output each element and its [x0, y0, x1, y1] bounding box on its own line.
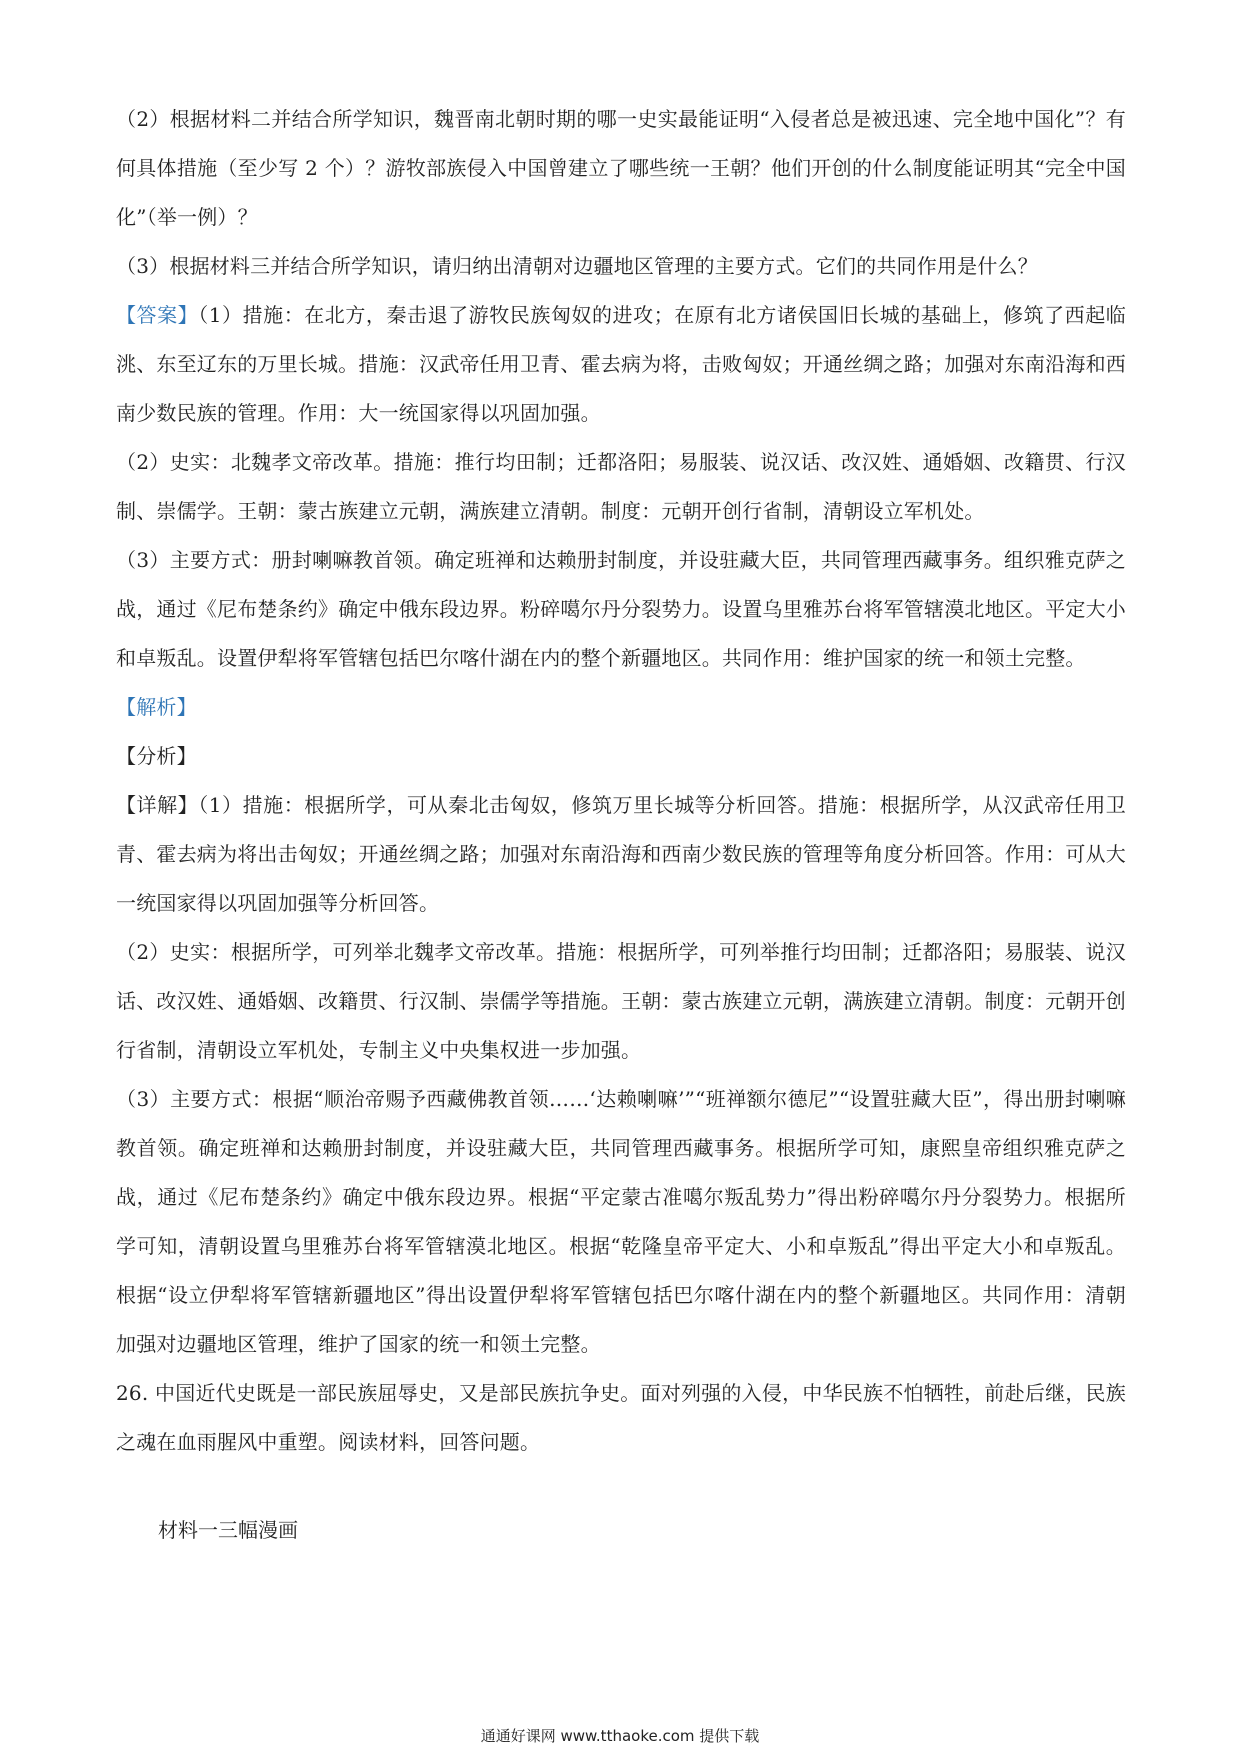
detail-3-paragraph: [116, 1075, 1126, 1369]
paragraph-text: （3）主要方式：册封喇嘛教首领。确定班禅和达赖册封制度，并设驻藏大臣，共同管理西藏事务。组织雅克萨之战，通过《尼布楚条约》确定中俄东段边界。粉碎噶尔丹分裂势力。设置乌里雅苏台将军管辖漠北地区。平定大小和卓叛乱。设置伊犁将军管辖包括巴尔喀什湖在内的整个新疆地区。共同作用：维护国家的统一和领土完整。: [116, 548, 1126, 670]
detail-1-paragraph: [116, 781, 1126, 928]
paragraph-text: （3）根据材料三并结合所学知识，请归纳出清朝对边疆地区管理的主要方式。它们的共同作用是什么？: [116, 254, 1038, 278]
question-3-paragraph: [116, 242, 1126, 291]
paragraph-text: （2）根据材料二并结合所学知识，魏晋南北朝时期的哪一史实最能证明“入侵者总是被迅速、完全地中国化”？有何具体措施（至少写 2 个）？游牧部族侵入中国曾建立了哪些统一王朝？他们开创的什么制度能证明其“完全中国化”（举一例）？: [116, 107, 1126, 229]
document-body: [116, 95, 1126, 1467]
question-2-paragraph: [116, 95, 1126, 242]
question-26-paragraph: [116, 1369, 1126, 1467]
analysis-heading: [116, 683, 1126, 732]
paragraph-text: 【分析】: [116, 744, 197, 768]
footer-text: 通通好课网 www.tthaoke.com 提供下载: [480, 1727, 760, 1745]
paragraph-text: （2）史实：根据所学，可列举北魏孝文帝改革。措施：根据所学，可列举推行均田制；迁都洛阳；易服装、说汉话、改汉姓、通婚姻、改籍贯、行汉制、崇儒学等措施。王朝：蒙古族建立元朝，满族建立清朝。制度：元朝开创行省制，清朝设立军机处，专制主义中央集权进一步加强。: [116, 940, 1126, 1062]
detail-2-paragraph: [116, 928, 1126, 1075]
paragraph-text: （3）主要方式：根据“顺治帝赐予西藏佛教首领……‘达赖喇嘛’”“班禅额尔德尼”“设置驻藏大臣”，得出册封喇嘛教首领。确定班禅和达赖册封制度，并设驻藏大臣，共同管理西藏事务。根据所学可知，康熙皇帝组织雅克萨之战，通过《尼布楚条约》确定中俄东段边界。根据“平定蒙古准噶尔叛乱势力”得出粉碎噶尔丹分裂势力。根据所学可知，清朝设置乌里雅苏台将军管辖漠北地区。根据“乾隆皇帝平定大、小和卓叛乱”得出平定大小和卓叛乱。根据“设立伊犁将军管辖新疆地区”得出设置伊犁将军管辖包括巴尔喀什湖在内的整个新疆地区。共同作用：清朝加强对边疆地区管理，维护了国家的统一和领土完整。: [116, 1087, 1126, 1356]
paragraph-text: 26. 中国近代史既是一部民族屈辱史，又是部民族抗争史。面对列强的入侵，中华民族不怕牺牲，前赴后继，民族之魂在血雨腥风中重塑。阅读材料，回答问题。: [116, 1381, 1126, 1454]
material-label: 材料一三幅漫画: [158, 1518, 298, 1542]
answer-1-paragraph: [116, 291, 1126, 438]
analysis-tag: 【解析】: [116, 695, 197, 719]
answer-tag: 【答案】: [116, 303, 199, 327]
paragraph-text: （2）史实：北魏孝文帝改革。措施：推行均田制；迁都洛阳；易服装、说汉话、改汉姓、通婚姻、改籍贯、行汉制、崇儒学。王朝：蒙古族建立元朝，满族建立清朝。制度：元朝开创行省制，清朝设立军机处。: [116, 450, 1126, 523]
paragraph-text: （1）措施：在北方，秦击退了游牧民族匈奴的进攻；在原有北方诸侯国旧长城的基础上，修筑了西起临洮、东至辽东的万里长城。措施：汉武帝任用卫青、霍去病为将，击败匈奴；开通丝绸之路；加强对东南沿海和西南少数民族的管理。作用：大一统国家得以巩固加强。: [116, 303, 1126, 425]
answer-3-paragraph: [116, 536, 1126, 683]
fenxi-heading: [116, 732, 1126, 781]
paragraph-text: 【详解】（1）措施：根据所学，可从秦北击匈奴，修筑万里长城等分析回答。措施：根据所学，从汉武帝任用卫青、霍去病为将出击匈奴；开通丝绸之路；加强对东南沿海和西南少数民族的管理等角度分析回答。作用：可从大一统国家得以巩固加强等分析回答。: [116, 793, 1126, 915]
answer-2-paragraph: [116, 438, 1126, 536]
